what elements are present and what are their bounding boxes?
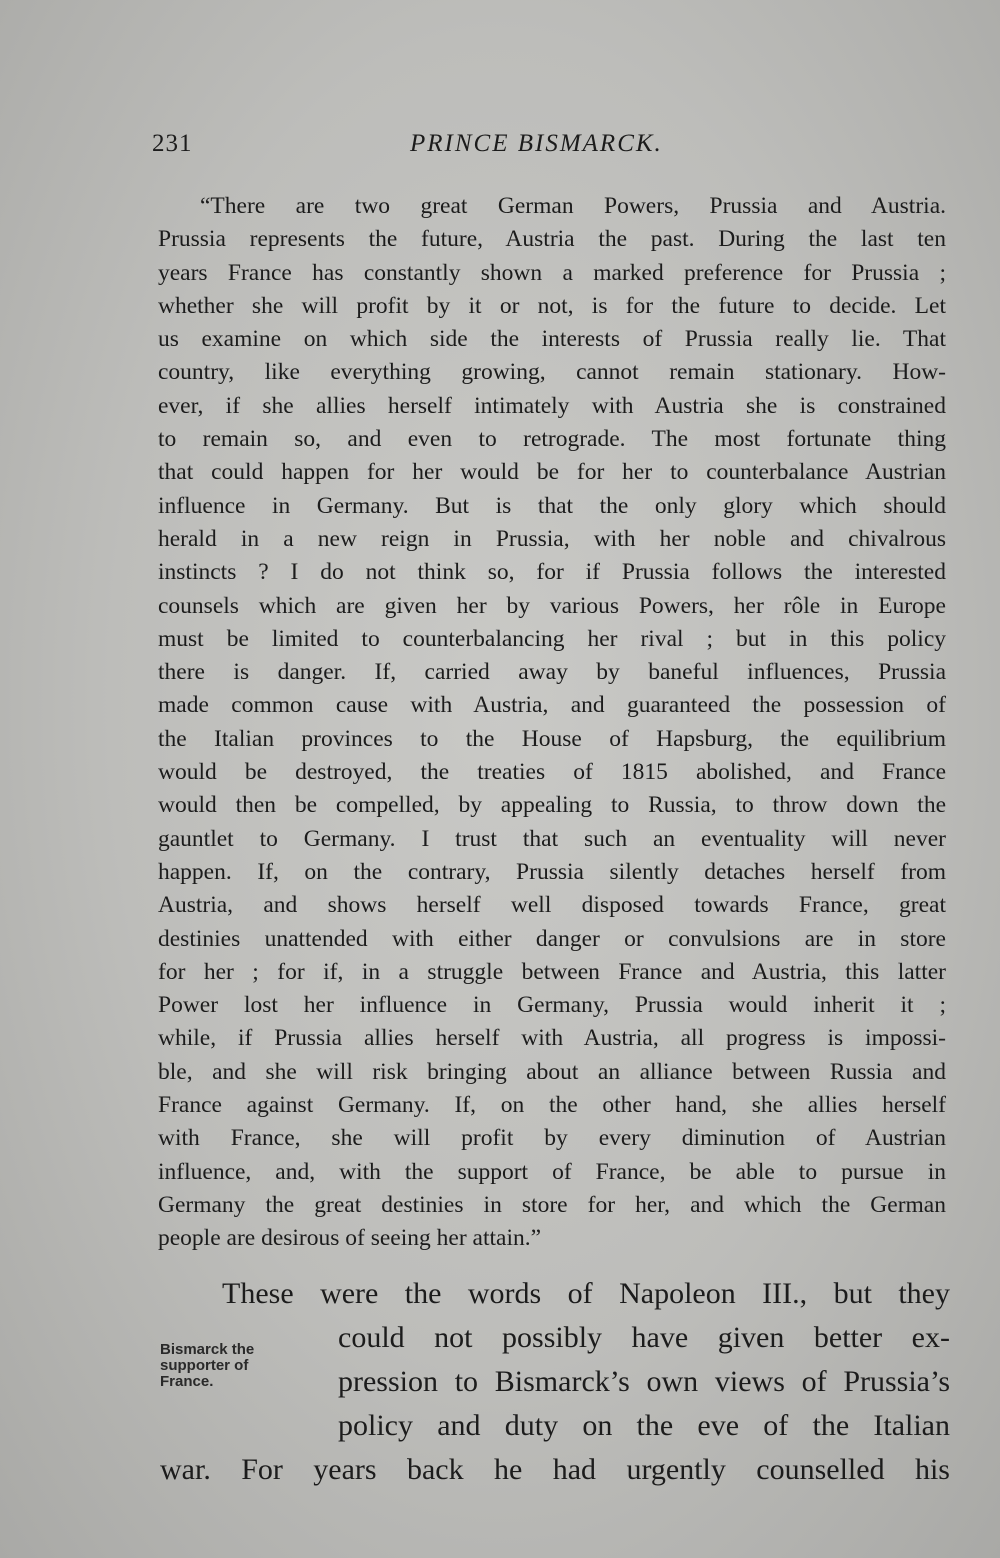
quote-line: France against Germany. If, on the other hand, she allies herself — [158, 1092, 946, 1119]
quote-line: years France has constantly shown a marked preference for Prussia ; — [158, 259, 946, 286]
quote-line: must be limited to counterbalancing her rival ; but in this policy — [158, 625, 946, 652]
quote-line: to remain so, and even to retrograde. The most fortunate thing — [158, 426, 946, 453]
quote-line: Austria, and shows herself well disposed towards France, great — [158, 892, 946, 919]
quote-line: gauntlet to Germany. I trust that such an eventuality will never — [158, 825, 946, 852]
quote-line: whether she will profit by it or not, is for the future to decide. Let — [158, 292, 946, 319]
body-line: could not possibly have given better ex- — [338, 1321, 950, 1354]
running-head: PRINCE BISMARCK. — [410, 130, 663, 157]
margin-note-line: supporter of — [160, 1357, 249, 1374]
quote-line: the Italian provinces to the House of Hapsburg, the equilibrium — [158, 725, 946, 752]
quote-line: that could happen for her would be for her to counterbalance Austrian — [158, 459, 946, 486]
body-line: pression to Bismarck’s own views of Prussia’s — [338, 1365, 950, 1398]
quote-line: herald in a new reign in Prussia, with her noble and chivalrous — [158, 525, 946, 552]
quote-line: instincts ? I do not think so, for if Prussia follows the interested — [158, 559, 946, 586]
quote-line: would then be compelled, by appealing to Russia, to throw down the — [158, 792, 946, 819]
quote-line: Prussia represents the future, Austria the past. During the last ten — [158, 226, 946, 253]
quote-line: ble, and she will risk bringing about an alliance between Russia and — [158, 1058, 946, 1085]
margin-note-line: France. — [160, 1373, 214, 1390]
quote-line: ever, if she allies herself intimately with Austria she is constrained — [158, 392, 946, 419]
quote-line: “There are two great German Powers, Prussia and Austria. — [200, 193, 946, 219]
quote-line: happen. If, on the contrary, Prussia silently detaches herself from — [158, 858, 946, 885]
page-number: 231 — [152, 130, 193, 157]
quote-line: influence, and, with the support of France, be able to pursue in — [158, 1158, 946, 1185]
body-paragraph — [160, 1262, 950, 1502]
quote-line: counsels which are given her by various Powers, her rôle in Europe — [158, 592, 946, 619]
body-line: war. For years back he had urgently counselled his — [160, 1453, 950, 1486]
quote-line: there is danger. If, carried away by baneful influences, Prussia — [158, 659, 946, 686]
quote-line: for her ; for if, in a struggle between France and Austria, this latter — [158, 958, 946, 985]
margin-note-line: Bismarck the — [160, 1341, 255, 1358]
body-line: These were the words of Napoleon III., but they — [222, 1277, 950, 1310]
quote-line: people are desirous of seeing her attain.” — [158, 1225, 542, 1252]
quote-line: would be destroyed, the treaties of 1815 abolished, and France — [158, 759, 946, 786]
quote-line: influence in Germany. But is that the only glory which should — [158, 492, 946, 519]
quoted-passage — [158, 190, 946, 1256]
quote-line: with France, she will profit by every diminution of Austrian — [158, 1125, 946, 1152]
quote-line: Germany the great destinies in store for her, and which the German — [158, 1191, 946, 1218]
quote-line: Power lost her influence in Germany, Prussia would inherit it ; — [158, 992, 946, 1019]
body-line: policy and duty on the eve of the Italian — [338, 1409, 950, 1442]
quote-line: country, like everything growing, cannot remain stationary. How- — [158, 359, 946, 386]
quote-line: made common cause with Austria, and guaranteed the possession of — [158, 692, 946, 719]
quote-line: destinies unattended with either danger or convulsions are in store — [158, 925, 946, 952]
quote-line: us examine on which side the interests of Prussia really lie. That — [158, 326, 946, 353]
quote-line: while, if Prussia allies herself with Austria, all progress is impossi- — [158, 1025, 946, 1052]
page-header — [152, 130, 952, 170]
